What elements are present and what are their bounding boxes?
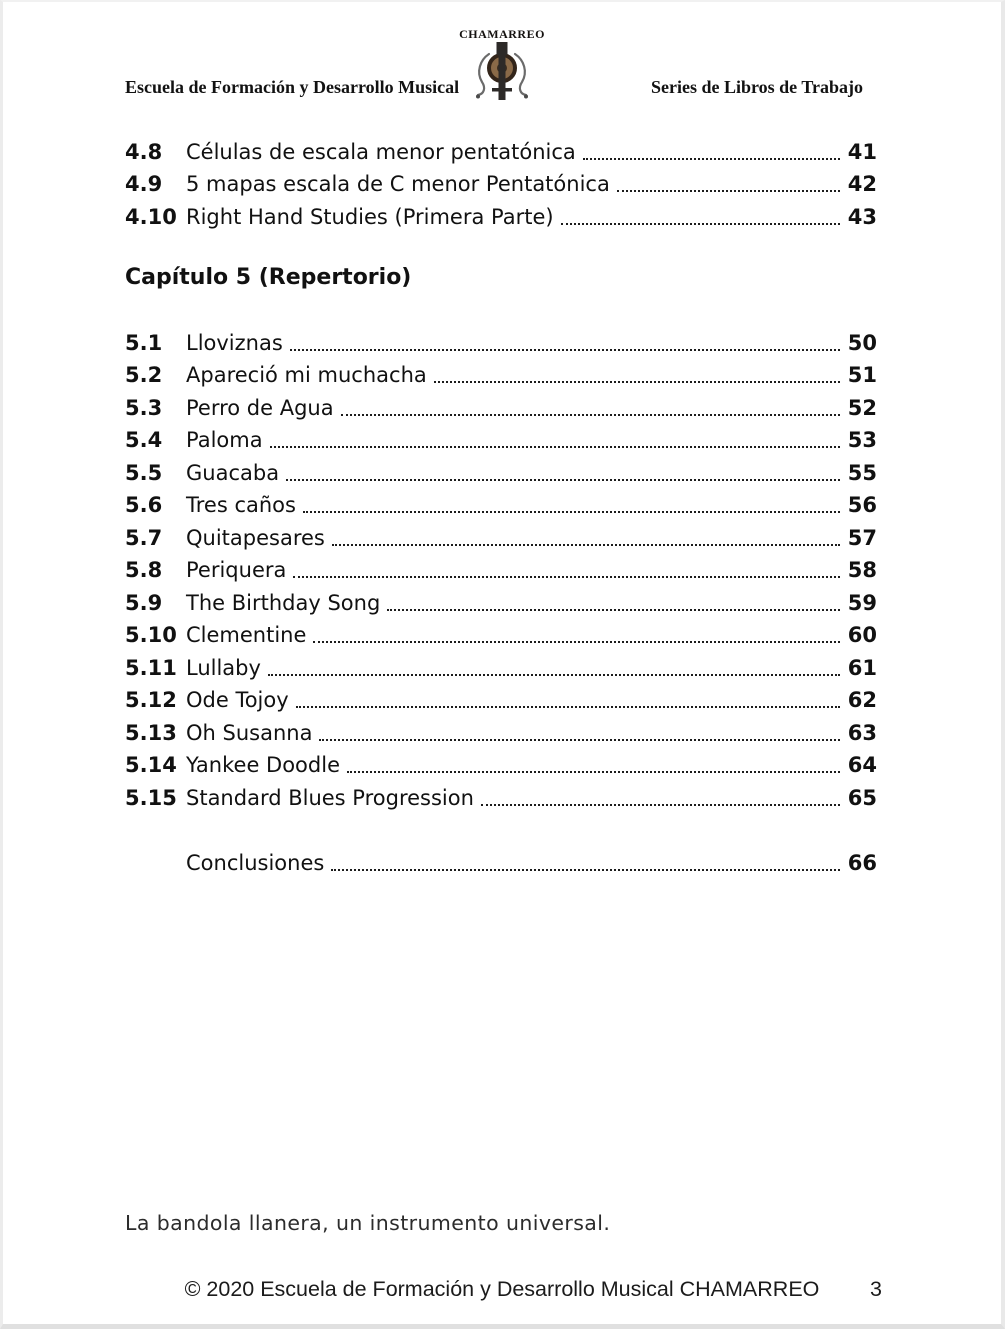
toc-item-number: 5.12 (125, 688, 177, 712)
toc-item-title: Perro de Agua (186, 395, 334, 420)
toc-item-page: 62 (847, 688, 877, 712)
toc-item-page: 65 (847, 785, 877, 810)
toc-item-number: 5.9 (125, 590, 163, 615)
toc-row (125, 421, 877, 454)
toc-leader-dots (561, 223, 840, 225)
toc-item-page: 60 (847, 623, 877, 647)
toc-row (125, 323, 877, 356)
toc-section-chapter-4 (125, 132, 877, 230)
toc-item-page: 55 (847, 460, 877, 485)
toc-leader-dots (270, 446, 840, 448)
toc-item-number: 4.8 (125, 139, 163, 164)
toc-item-page: 58 (847, 558, 877, 582)
toc-item-page: 61 (847, 655, 877, 680)
toc-leader-dots (290, 349, 840, 351)
toc-item-title: Yankee Doodle (186, 753, 340, 777)
chamarreo-logo (442, 28, 562, 112)
toc-item-title: Clementine (186, 623, 307, 647)
toc-leader-dots (286, 479, 840, 481)
toc-item-page: 53 (847, 428, 877, 452)
toc-item-page: 57 (847, 525, 877, 550)
toc-row-conclusions (125, 844, 877, 877)
header-school-title: Escuela de Formación y Desarrollo Musical (125, 77, 460, 97)
toc-item-page: 63 (847, 720, 877, 745)
header-series-title: Series de Libros de Trabajo (650, 77, 863, 97)
toc-item-page: 66 (847, 851, 877, 875)
toc-item-title: Guacaba (186, 460, 280, 485)
toc-row (125, 648, 877, 681)
toc-row (125, 746, 877, 779)
toc-leader-dots (332, 544, 840, 546)
toc-row (125, 518, 877, 551)
toc-item-title: Tres caños (186, 493, 296, 517)
toc-item-number: 5.8 (125, 558, 163, 582)
toc-item-title: Ode Tojoy (186, 688, 289, 712)
toc-leader-dots (293, 576, 840, 578)
toc-item-number: 5.13 (125, 720, 177, 745)
toc-item-page: 51 (847, 363, 877, 387)
toc-item-page: 50 (847, 330, 877, 355)
toc-item-title: Standard Blues Progression (186, 785, 474, 810)
chapter-5-heading: Capítulo 5 (Repertorio) (125, 265, 412, 290)
toc-item-title: Quitapesares (186, 525, 325, 550)
toc-leader-dots (583, 158, 840, 160)
table-of-contents (125, 132, 877, 876)
footer-page-number: 3 (870, 1277, 882, 1301)
toc-item-title: 5 mapas escala de C menor Pentatónica (186, 172, 610, 196)
toc-item-number: 5.6 (125, 493, 163, 517)
toc-item-title: Paloma (186, 428, 263, 452)
toc-item-number: 5.2 (125, 363, 163, 387)
toc-row (125, 453, 877, 486)
toc-row (125, 616, 877, 649)
toc-item-number: 5.7 (125, 525, 163, 550)
toc-row (125, 583, 877, 616)
toc-item-number: 5.14 (125, 753, 177, 777)
toc-section-chapter-5 (125, 323, 877, 811)
toc-item-title: Lloviznas (186, 330, 283, 355)
toc-row (125, 132, 877, 165)
toc-item-title: Conclusiones (186, 851, 325, 875)
toc-item-number: 5.10 (125, 623, 177, 647)
toc-item-page: 41 (847, 139, 877, 164)
toc-item-number: 5.5 (125, 460, 163, 485)
toc-row (125, 356, 877, 389)
toc-item-number: 5.1 (125, 330, 163, 355)
bandola-instrument-icon (442, 42, 562, 112)
toc-item-page: 52 (847, 395, 877, 420)
toc-leader-dots (617, 190, 840, 192)
toc-row (125, 388, 877, 421)
toc-leader-dots (434, 381, 840, 383)
toc-item-page: 64 (847, 753, 877, 777)
toc-row (125, 778, 877, 811)
toc-row (125, 551, 877, 584)
toc-item-page: 56 (847, 493, 877, 517)
toc-item-number: 4.9 (125, 172, 163, 196)
toc-item-number: 5.15 (125, 785, 177, 810)
toc-item-number: 5.11 (125, 655, 177, 680)
toc-leader-dots (319, 739, 840, 741)
toc-item-title: Periquera (186, 558, 287, 582)
toc-item-title: Right Hand Studies (Primera Parte) (186, 204, 554, 229)
toc-row (125, 713, 877, 746)
toc-row (125, 197, 877, 230)
toc-item-page: 42 (847, 172, 877, 196)
footer-copyright: © 2020 Escuela de Formación y Desarrollo Musical CHAMARREO (184, 1277, 820, 1301)
toc-leader-dots (268, 674, 840, 676)
toc-item-page: 43 (847, 204, 877, 229)
toc-leader-dots (347, 771, 840, 773)
toc-row (125, 165, 877, 198)
page-header (3, 2, 1001, 114)
toc-row (125, 681, 877, 714)
toc-leader-dots (341, 414, 840, 416)
toc-leader-dots (296, 706, 840, 708)
toc-leader-dots (313, 641, 840, 643)
toc-item-title: The Birthday Song (186, 590, 381, 615)
toc-item-title: Apareció mi muchacha (186, 363, 427, 387)
toc-item-title: Oh Susanna (186, 720, 313, 745)
toc-leader-dots (331, 869, 840, 871)
toc-row (125, 486, 877, 519)
toc-leader-dots (303, 511, 840, 513)
toc-item-title: Lullaby (186, 655, 261, 680)
logo-wordmark: CHAMARREO (459, 27, 545, 41)
toc-item-page: 59 (847, 590, 877, 615)
toc-leader-dots (387, 609, 840, 611)
toc-item-number: 4.10 (125, 204, 177, 229)
toc-item-title: Células de escala menor pentatónica (186, 139, 576, 164)
footer-tagline: La bandola llanera, un instrumento universal. (125, 1211, 611, 1235)
toc-item-number: 5.4 (125, 428, 163, 452)
toc-leader-dots (481, 804, 840, 806)
toc-item-number: 5.3 (125, 395, 163, 420)
